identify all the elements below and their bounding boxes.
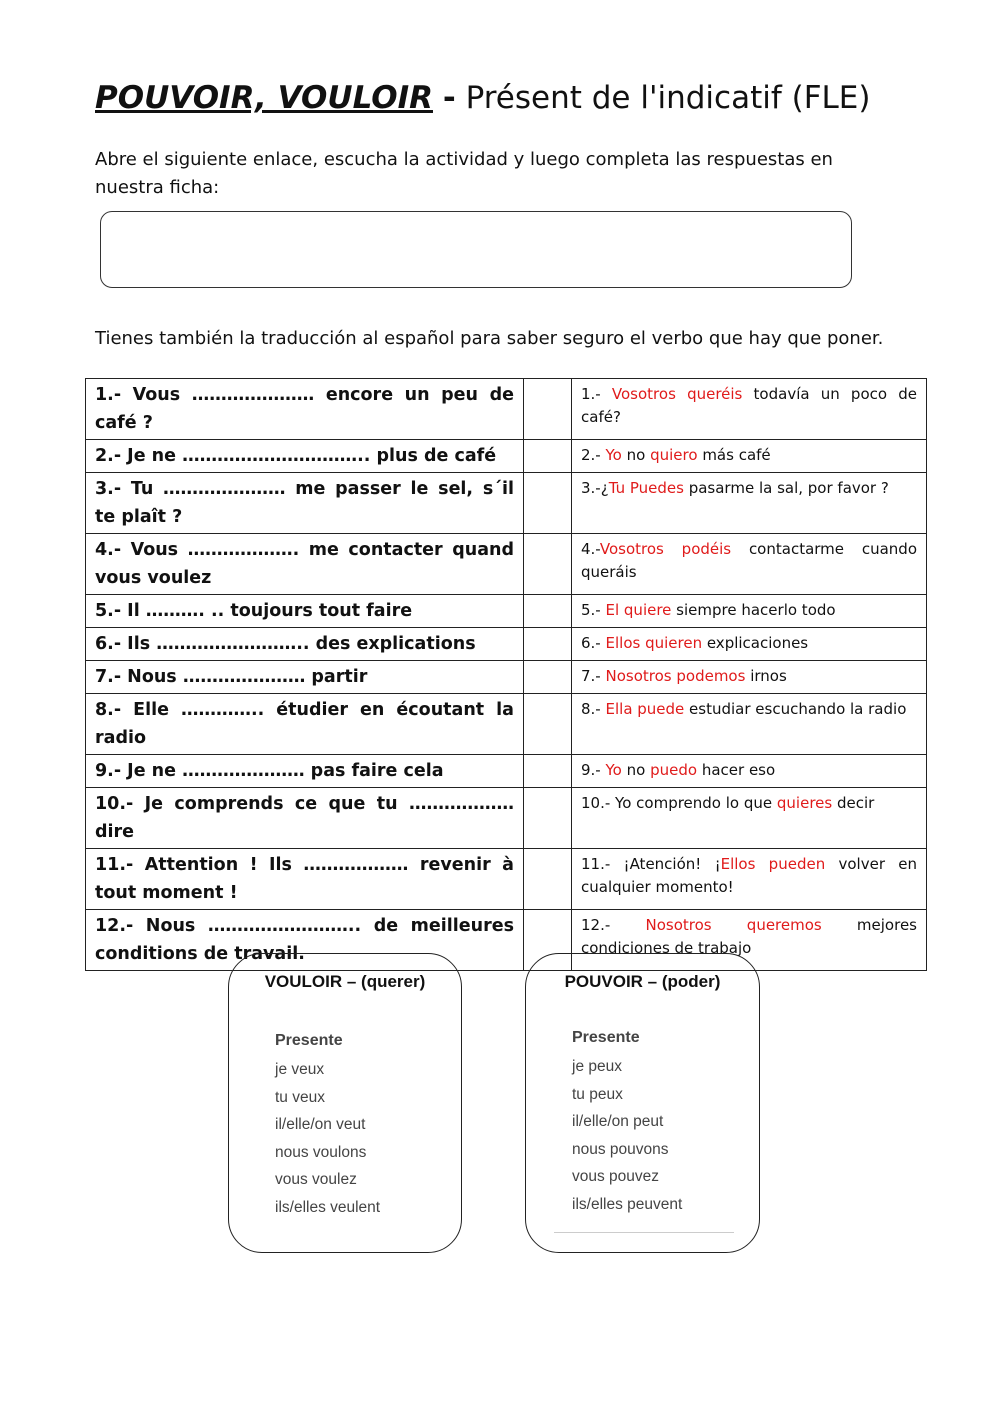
- pouvoir-box-title: POUVOIR – (poder): [564, 972, 721, 991]
- spanish-translation: [572, 849, 927, 910]
- answer-cell[interactable]: [524, 473, 572, 534]
- spanish-translation: [572, 595, 927, 628]
- translation-text: estudiar escuchando la radio: [684, 700, 907, 718]
- spanish-translation: [572, 440, 927, 473]
- french-sentence: 3.- Tu ………………… me passer le sel, s´il te plaît ?: [86, 473, 524, 534]
- vouloir-form: je veux: [275, 1061, 325, 1078]
- table-row: [86, 534, 927, 595]
- table-row: [86, 440, 927, 473]
- answer-cell[interactable]: [524, 694, 572, 755]
- vouloir-form: il/elle/on veut: [275, 1116, 366, 1133]
- translation-text: no: [621, 761, 651, 779]
- spanish-translation: [572, 755, 927, 788]
- highlighted-verb: El quiere: [605, 601, 672, 619]
- french-sentence: 5.- Il ………. .. toujours tout faire: [86, 595, 524, 628]
- spanish-translation: [572, 788, 927, 849]
- translation-text: 1.-: [581, 385, 612, 403]
- answer-cell[interactable]: [524, 628, 572, 661]
- table-row: [86, 755, 927, 788]
- pouvoir-heading: Presente: [572, 1029, 640, 1046]
- highlighted-verb: quieres: [776, 794, 833, 812]
- instructions-text: Abre el siguiente enlace, escucha la actividad y luego completa las respuestas en nuestra ficha:: [95, 149, 833, 198]
- vouloir-box-title: VOULOIR – (querer): [264, 972, 426, 991]
- exercise-table: [85, 378, 927, 971]
- spanish-translation: [572, 473, 927, 534]
- page-title: [95, 80, 871, 116]
- answer-cell[interactable]: [524, 788, 572, 849]
- translation-text: volver en cualquier momento!: [581, 855, 917, 896]
- translation-text: 8.-: [581, 700, 606, 718]
- highlighted-verb: Ellos quieren: [605, 634, 703, 652]
- highlighted-verb: Nosotros queremos: [645, 916, 822, 934]
- answer-cell[interactable]: [524, 849, 572, 910]
- translation-text: decir: [832, 794, 875, 812]
- highlighted-verb: Nosotros podemos: [605, 667, 746, 685]
- vouloir-forms-list: [275, 1032, 380, 1225]
- vouloir-form: ils/elles veulent: [275, 1198, 381, 1216]
- translation-text: explicaciones: [702, 634, 809, 652]
- translation-text: contactarme cuando queráis: [581, 540, 917, 581]
- answer-cell[interactable]: [524, 440, 572, 473]
- table-row: [86, 379, 927, 440]
- french-sentence: 7.- Nous ………………… partir: [86, 661, 524, 694]
- translation-text: 7.-: [581, 667, 606, 685]
- table-row: [86, 661, 927, 694]
- spanish-translation: [572, 694, 927, 755]
- vouloir-conjugation-box: [228, 953, 462, 1253]
- vouloir-form: nous voulons: [275, 1143, 367, 1161]
- pouvoir-form: je peux: [572, 1058, 622, 1075]
- vouloir-form: tu veux: [275, 1088, 325, 1106]
- french-sentence: 8.- Elle ………….. étudier en écoutant la radio: [86, 694, 524, 755]
- translation-text: 5.-: [581, 601, 606, 619]
- answer-cell[interactable]: [524, 534, 572, 595]
- vouloir-form: vous voulez: [275, 1171, 357, 1188]
- pouvoir-forms-list: [572, 1029, 682, 1222]
- translation-text: hacer eso: [697, 761, 776, 779]
- title-subtitle: Présent de l'indicatif (FLE): [465, 80, 871, 116]
- table-row: [86, 595, 927, 628]
- translation-text: 12.-: [581, 916, 646, 934]
- translation-text: 6.-: [581, 634, 606, 652]
- highlighted-verb: puedo: [650, 761, 698, 779]
- translation-text: todavía un poco de café?: [581, 385, 917, 426]
- highlighted-verb: Yo: [605, 761, 622, 779]
- french-sentence: 1.- Vous ………………… encore un peu de café ?: [86, 379, 524, 440]
- french-sentence: 11.- Attention ! Ils ……………… revenir à tout moment !: [86, 849, 524, 910]
- french-sentence: 9.- Je ne ………………… pas faire cela: [86, 755, 524, 788]
- divider: [554, 1232, 734, 1233]
- highlighted-verb: Tu Puedes: [608, 479, 684, 497]
- title-dash: -: [442, 80, 456, 116]
- highlighted-verb: Ella puede: [605, 700, 685, 718]
- translation-text: 11.- ¡Atención! ¡: [581, 855, 721, 873]
- pouvoir-form: nous pouvons: [572, 1140, 669, 1158]
- answer-cell[interactable]: [524, 379, 572, 440]
- spanish-translation: [572, 379, 927, 440]
- translation-text: 10.- Yo comprendo lo que: [581, 794, 777, 812]
- spanish-translation: [572, 661, 927, 694]
- translation-text: siempre hacerlo todo: [671, 601, 836, 619]
- translation-text: más café: [697, 446, 771, 464]
- translation-text: mejores condiciones de trabajo: [581, 916, 917, 957]
- table-row: [86, 473, 927, 534]
- table-row: [86, 910, 927, 971]
- translation-text: pasarme la sal, por favor ?: [683, 479, 889, 497]
- highlighted-verb: Yo: [605, 446, 622, 464]
- title-verbs: POUVOIR, VOULOIR: [95, 80, 433, 116]
- translation-text: no: [621, 446, 651, 464]
- pouvoir-conjugation-box: [525, 953, 760, 1253]
- answer-cell[interactable]: [524, 595, 572, 628]
- table-row: [86, 849, 927, 910]
- translation-text: 2.-: [581, 446, 606, 464]
- translation-text: irnos: [745, 667, 787, 685]
- translation-text: 4.-: [581, 540, 600, 558]
- french-sentence: 10.- Je comprends ce que tu ……………… dire: [86, 788, 524, 849]
- link-box[interactable]: [100, 211, 852, 288]
- vouloir-heading: Presente: [275, 1032, 343, 1049]
- highlighted-verb: Vosotros queréis: [611, 385, 743, 403]
- highlighted-verb: quiero: [650, 446, 698, 464]
- french-sentence: 2.- Je ne ………………………….. plus de café: [86, 440, 524, 473]
- french-sentence: 6.- Ils …………………….. des explications: [86, 628, 524, 661]
- table-row: [86, 628, 927, 661]
- pouvoir-form: vous pouvez: [572, 1168, 660, 1185]
- pouvoir-form: ils/elles peuvent: [572, 1195, 683, 1213]
- spanish-translation: [572, 628, 927, 661]
- table-row: [86, 788, 927, 849]
- answer-cell[interactable]: [524, 755, 572, 788]
- spanish-translation: [572, 534, 927, 595]
- table-row: [86, 694, 927, 755]
- translation-text: 9.-: [581, 761, 606, 779]
- pouvoir-form: tu peux: [572, 1085, 623, 1103]
- translation-note: Tienes también la traducción al español para saber seguro el verbo que hay que poner.: [95, 328, 884, 349]
- highlighted-verb: Vosotros podéis: [599, 540, 732, 558]
- french-sentence: 4.- Vous ………………. me contacter quand vous voulez: [86, 534, 524, 595]
- french-sentence: 12.- Nous …………………….. de meilleures conditions de travail.: [86, 910, 524, 971]
- pouvoir-form: il/elle/on peut: [572, 1113, 664, 1130]
- highlighted-verb: Ellos pueden: [720, 855, 826, 873]
- answer-cell[interactable]: [524, 661, 572, 694]
- translation-text: 3.-¿: [581, 479, 609, 497]
